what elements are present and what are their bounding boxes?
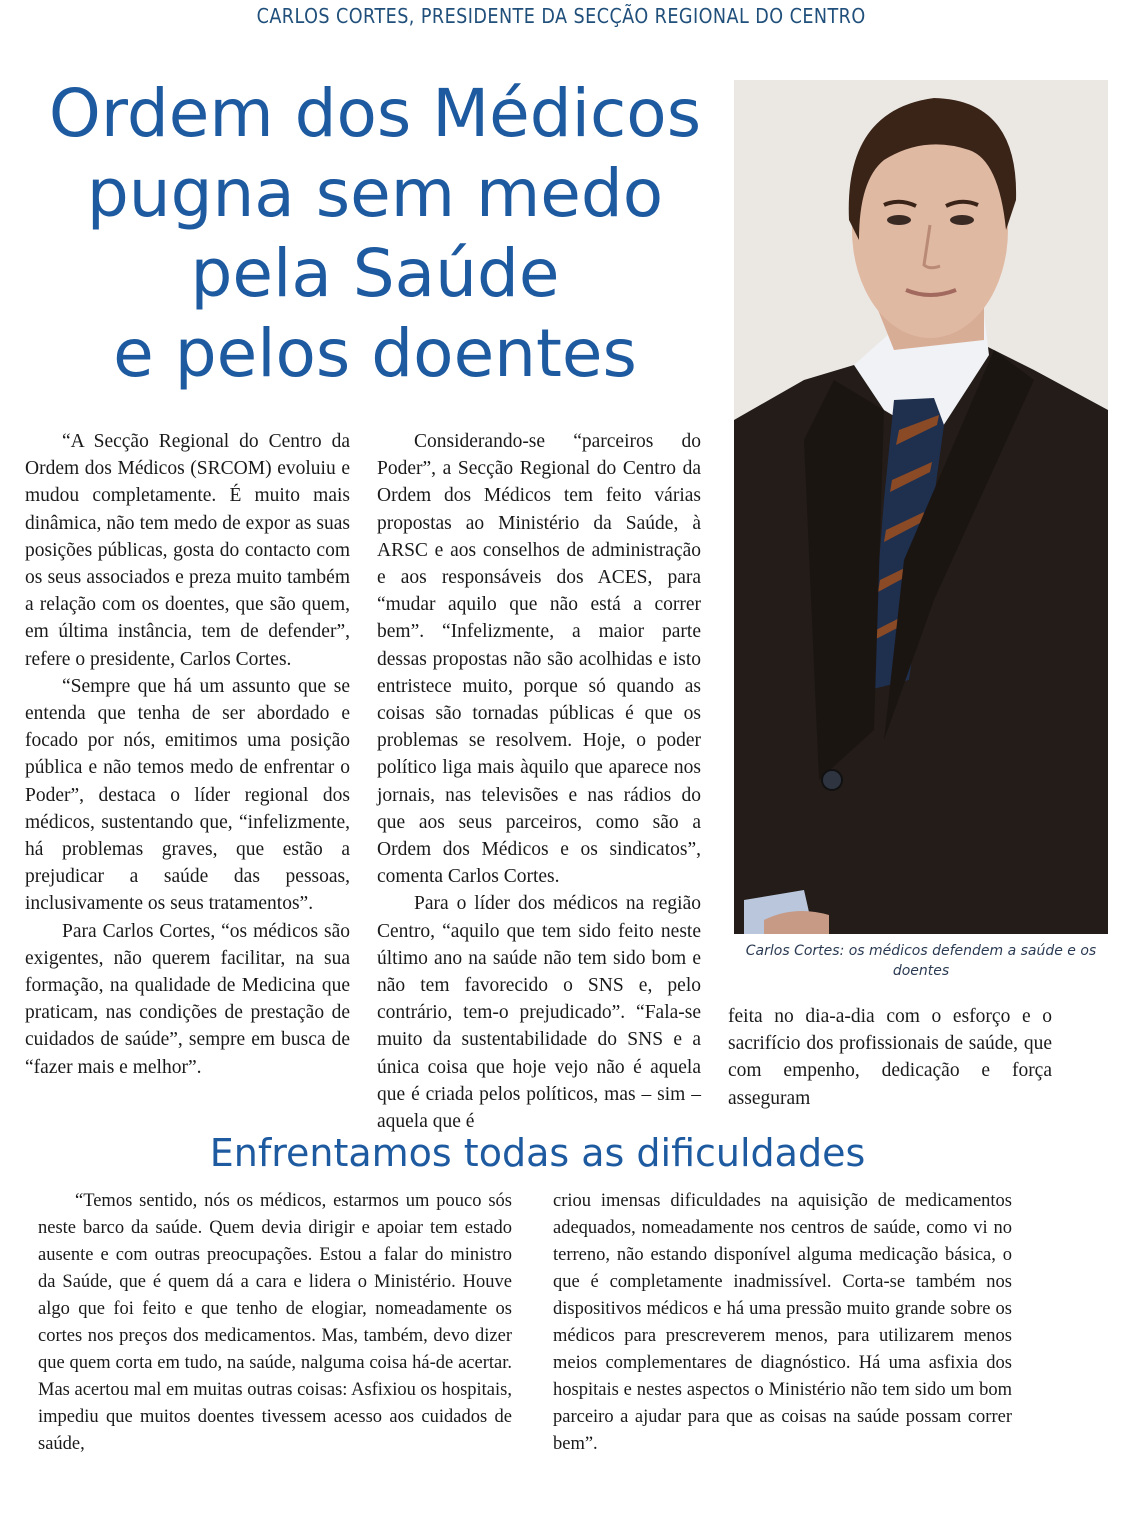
paragraph: “A Secção Regional do Centro da Ordem dos Médicos (SRCOM) evoluiu e mudou completamente. É muito mais dinâmica, não tem medo de expor as suas posições públicas, gosta do contacto com os seus associados e preza muito também a relação com os doentes, que são quem, em última instância, tem de defender”, refere o presidente, Carlos Cortes. (25, 431, 350, 670)
article-kicker: CARLOS CORTES, PRESIDENTE DA SECÇÃO REGIONAL DO CENTRO (256, 4, 866, 28)
paragraph: Considerando-se “parceiros do Poder”, a Secção Regional do Centro da Ordem dos Médicos tem feito várias propostas ao Ministério da Saúde, à ARSC e aos conselhos de administração e aos responsáveis dos ACES, para “mudar aquilo que não está a correr bem”. “Infelizmente, a maior parte dessas propostas não são acolhidas e isto entristece muito, porque só quando as coisas são tornadas públicas é que os problemas se resolvem. Hoje, o poder político liga mais àquilo que aparece nos jornais, nas televisões e nas rádios do que aos seus parceiros, como são a Ordem dos Médicos e os sindicatos”, comenta Carlos Cortes. (377, 431, 701, 888)
paragraph: “Temos sentido, nós os médicos, estarmos um pouco sós neste barco da saúde. Quem devia dirigir e apoiar tem estado ausente e com outras preocupações. Estou a falar do ministro da Saúde, que é quem dá a cara e lidera o Ministério. Houve algo que foi feito e que tenho de elogiar, nomeadamente os cortes nos preços dos medicamentos. Mas, também, devo dizer que quem corta em tudo, na saúde, nalguma coisa há-de acertar. Mas acertou mal em muitas outras coisas: Asfixiou os hospitais, impediu que muitos doentes tivessem acesso aos cuidados de saúde, (38, 1191, 512, 1454)
title-line: Ordem dos Médicos (48, 75, 702, 152)
title-line: pugna sem medo (86, 155, 664, 232)
title-line: e pelos doentes (113, 315, 637, 392)
portrait-photo (734, 80, 1108, 934)
body-column-3 (728, 1003, 1052, 1112)
paragraph: feita no dia-a-dia com o esforço e o sacrifício dos profissionais de saúde, que com empenho, dedicação e força asseguram (728, 1006, 1052, 1109)
body-column-5 (553, 1188, 1012, 1458)
body-column-4 (38, 1188, 512, 1458)
body-column-1 (25, 428, 350, 1081)
paragraph: Para Carlos Cortes, “os médicos são exigentes, não querem facilitar, na sua formação, na qualidade de Medicina que praticam, nas condições de prestação de cuidados de saúde”, sempre em busca de “fazer mais e melhor”. (25, 920, 350, 1078)
photo-caption: Carlos Cortes: os médicos defendem a saúde e os doentes (745, 943, 1097, 979)
section-subheading: Enfrentamos todas as dificuldades (209, 1131, 866, 1175)
paragraph: criou imensas dificuldades na aquisição de medicamentos adequados, nomeadamente nos centros de saúde, como vi no terreno, não estando disponível alguma medicação básica, o que é completamente inadmissível. Corta-se também nos dispositivos médicos e há uma pressão muito grande sobre os médicos para prescreverem menos, para utilizarem menos meios complementares de diagnóstico. Há uma asfixia dos hospitais e nestes aspectos o Ministério não tem sido um bom parceiro a ajudar para que as coisas na saúde possam correr bem”. (553, 1191, 1012, 1454)
paragraph: Para o líder dos médicos na região Centro, “aquilo que tem sido feito neste último ano na saúde não tem sido bom e não tem favorecido o SNS e, pelo contrário, tem-o prejudicado”. “Fala-se muito da sustentabilidade do SNS e a única coisa que hoje vejo não é aquela que é criada pelos políticos, mas – sim – aquela que é (377, 893, 701, 1133)
portrait-illustration (734, 80, 1108, 934)
article-title (20, 74, 730, 394)
body-column-2 (377, 428, 701, 1135)
paragraph: “Sempre que há um assunto que se entenda que tenha de ser abordado e focado por nós, emitimos uma posição pública e não temos medo de enfrentar o Poder”, destaca o líder regional dos médicos, sustentando que, “infelizmente, há problemas graves, que estão a prejudicar a saúde das pessoas, inclusivamente os seus tratamentos”. (25, 675, 350, 915)
title-line: pela Saúde (190, 235, 560, 312)
